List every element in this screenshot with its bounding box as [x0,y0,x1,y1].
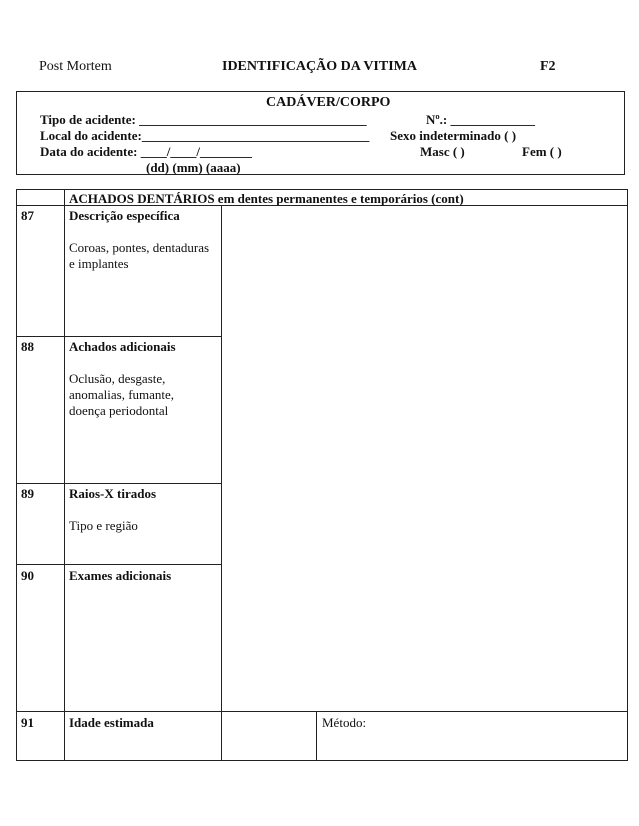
method-label: Método: [322,715,367,730]
row-divider-90 [16,564,222,565]
method-input[interactable] [372,712,627,760]
row-label-additional-exams: Exames adicionais [69,568,172,583]
date-format-hint: (dd) (mm) (aaaa) [146,160,241,175]
form-code: F2 [540,59,556,74]
sex-male-checkbox[interactable]: Masc ( ) [420,144,465,159]
dental-findings-entry-area[interactable] [222,206,627,711]
row-number-90: 90 [21,568,34,583]
number-field[interactable]: Nº.: _____________ [426,112,536,127]
row-label-specific-description: Descrição específica [69,208,180,223]
dental-section-title: ACHADOS DENTÁRIOS em dentes permanentes e temporários (cont) [69,191,464,206]
col-divider-num [64,189,65,761]
row-desc-xrays-taken: Tipo e região [69,518,138,533]
row-desc-specific-description: Coroas, pontes, dentaduras e implantes [69,240,210,271]
row-number-87: 87 [21,208,34,223]
estimated-age-input[interactable] [222,712,316,760]
row-number-89: 89 [21,486,34,501]
col-divider-method [316,711,317,761]
row-label-xrays-taken: Raios-X tirados [69,486,157,501]
accident-location-field[interactable]: Local do acidente:___________________________________ [40,128,370,143]
row-number-88: 88 [21,339,34,354]
row-label-estimated-age: Idade estimada [69,715,154,730]
accident-type-field[interactable]: Tipo de acidente: ___________________________________ [40,112,367,127]
row-label-additional-findings: Achados adicionais [69,339,176,354]
header-post-mortem: Post Mortem [39,59,112,74]
page-title: IDENTIFICAÇÃO DA VITIMA [222,59,417,74]
sex-undetermined-checkbox[interactable]: Sexo indeterminado ( ) [390,128,517,143]
row-desc-additional-findings: Oclusão, desgaste, anomalias, fumante, doença periodontal [69,371,175,418]
row-divider-88 [16,336,222,337]
row-divider-89 [16,483,222,484]
body-section-title: CADÁVER/CORPO [266,95,391,110]
sex-female-checkbox[interactable]: Fem ( ) [522,144,562,159]
accident-date-field[interactable]: Data do acidente: ____/____/________ [40,144,252,159]
row-number-91: 91 [21,715,34,730]
